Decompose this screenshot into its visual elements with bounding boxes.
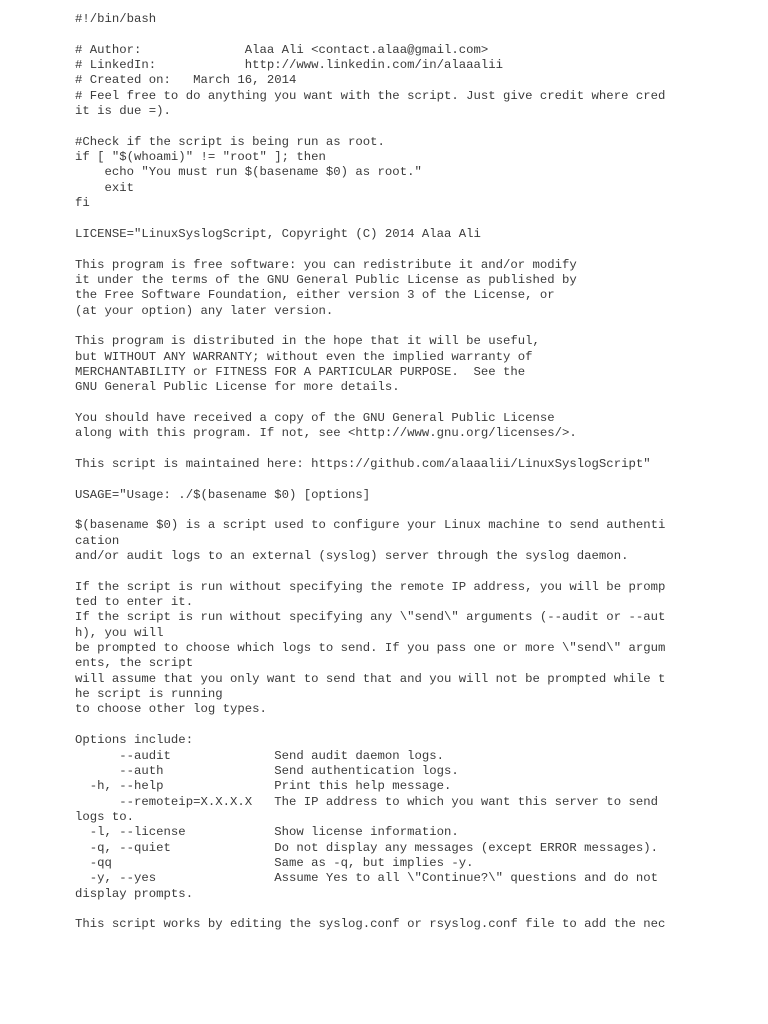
text-line: ents, the script xyxy=(75,656,194,671)
text-line: -qq Same as -q, but implies -y. xyxy=(75,855,474,870)
text-line: -q, --quiet Do not display any messages (except ERROR messages). xyxy=(75,840,658,855)
text-line: Options include: xyxy=(75,733,194,748)
text-line: This script is maintained here: https://github.com/alaaalii/LinuxSyslogScript" xyxy=(75,456,651,471)
text-line: # Author: Alaa Ali <contact.alaa@gmail.com> xyxy=(75,42,489,57)
text-line: along with this program. If not, see <http://www.gnu.org/licenses/>. xyxy=(75,426,577,441)
text-line: he script is running xyxy=(75,687,223,702)
text-line xyxy=(75,442,755,457)
text-line: --remoteip=X.X.X.X The IP address to which you want this server to send xyxy=(75,794,658,809)
text-line xyxy=(75,319,755,334)
text-line: This program is free software: you can redistribute it and/or modify xyxy=(75,257,577,272)
text-line: the Free Software Foundation, either version 3 of the License, or xyxy=(75,288,555,303)
text-line: if [ "$(whoami)" != "root" ]; then xyxy=(75,150,326,165)
text-line xyxy=(75,503,755,518)
text-line xyxy=(75,396,755,411)
text-line: will assume that you only want to send that and you will not be prompted while t xyxy=(75,671,666,686)
text-line xyxy=(75,27,755,42)
text-line: cation xyxy=(75,533,120,548)
text-line xyxy=(75,564,755,579)
text-line: # LinkedIn: http://www.linkedin.com/in/alaaalii xyxy=(75,58,504,73)
text-line: to choose other log types. xyxy=(75,702,267,717)
text-line: and/or audit logs to an external (syslog) server through the syslog daemon. xyxy=(75,549,629,564)
text-line: GNU General Public License for more details. xyxy=(75,380,400,395)
text-line: it under the terms of the GNU General Public License as published by xyxy=(75,272,577,287)
text-line: display prompts. xyxy=(75,886,194,901)
text-line xyxy=(75,718,755,733)
text-line: ted to enter it. xyxy=(75,595,194,610)
text-line: MERCHANTABILITY or FITNESS FOR A PARTICULAR PURPOSE. See the xyxy=(75,364,526,379)
text-line: # Created on: March 16, 2014 xyxy=(75,73,297,88)
text-line xyxy=(75,472,755,487)
text-line: --audit Send audit daemon logs. xyxy=(75,748,444,763)
text-line: If the script is run without specifying the remote IP address, you will be promp xyxy=(75,579,666,594)
text-line: -l, --license Show license information. xyxy=(75,825,459,840)
script-text-block xyxy=(75,12,755,933)
text-line: You should have received a copy of the GNU General Public License xyxy=(75,410,555,425)
text-line: but WITHOUT ANY WARRANTY; without even the implied warranty of xyxy=(75,349,533,364)
text-line: --auth Send authentication logs. xyxy=(75,763,459,778)
text-line xyxy=(75,119,755,134)
text-line: exit xyxy=(75,180,135,195)
text-line xyxy=(75,211,755,226)
text-line: logs to. xyxy=(75,809,135,824)
text-line: it is due =). xyxy=(75,104,171,119)
text-line: #!/bin/bash xyxy=(75,12,157,26)
text-line: # Feel free to do anything you want with the script. Just give credit where cred xyxy=(75,88,666,103)
text-line: #Check if the script is being run as root. xyxy=(75,134,385,149)
text-line: This program is distributed in the hope that it will be useful, xyxy=(75,334,540,349)
text-line: (at your option) any later version. xyxy=(75,303,334,318)
text-line: -y, --yes Assume Yes to all \"Continue?\" questions and do not xyxy=(75,871,658,886)
text-line: echo "You must run $(basename $0) as root." xyxy=(75,165,422,180)
text-line: be prompted to choose which logs to send. If you pass one or more \"send\" argum xyxy=(75,641,666,656)
text-line xyxy=(75,242,755,257)
text-line: This script works by editing the syslog.conf or rsyslog.conf file to add the nec xyxy=(75,917,666,932)
text-line: h), you will xyxy=(75,625,164,640)
text-line: LICENSE="LinuxSyslogScript, Copyright (C) 2014 Alaa Ali xyxy=(75,226,481,241)
text-line xyxy=(75,902,755,917)
text-line: USAGE="Usage: ./$(basename $0) [options] xyxy=(75,487,371,502)
text-line: $(basename $0) is a script used to configure your Linux machine to send authenti xyxy=(75,518,666,533)
text-line: If the script is run without specifying any \"send\" arguments (--audit or --aut xyxy=(75,610,666,625)
text-line: -h, --help Print this help message. xyxy=(75,779,452,794)
text-line: fi xyxy=(75,196,90,211)
